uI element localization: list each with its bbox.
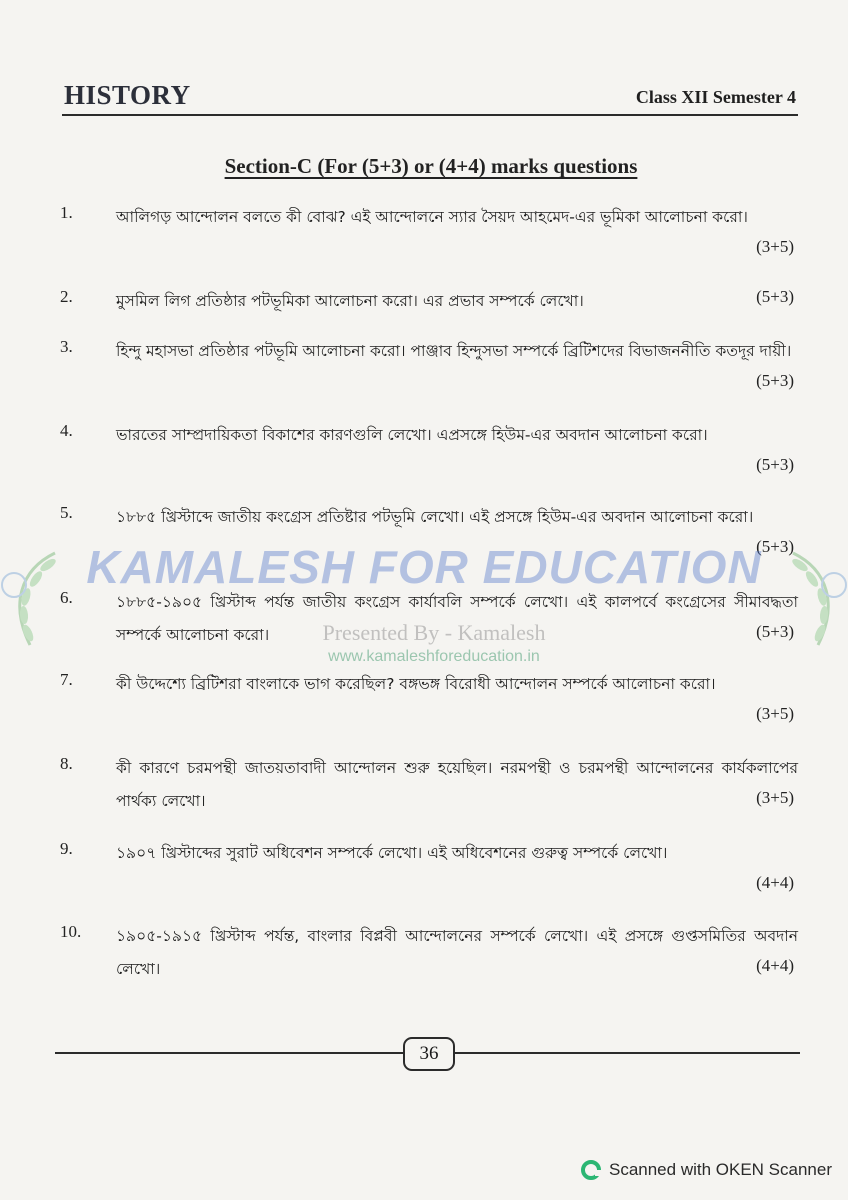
page-header-class-info: Class XII Semester 4 <box>635 87 796 107</box>
question-marks: (3+5) <box>756 237 794 256</box>
question-marks: (3+5) <box>756 704 794 723</box>
question-marks: (4+4) <box>756 956 794 975</box>
watermark-presented-by: Presented By - Kamalesh <box>322 620 546 645</box>
question-text: ১৮৮৫-১৯০৫ খ্রিস্টাব্দ পর্যন্ত জাতীয় কংগ্রেস কার্যাবলি সম্পর্কে লেখো। এই কালপর্বে কংগ্রেসের সীমাবদ্ধতা সম্পর্কে আলোচনা করো। <box>116 593 798 644</box>
question-number: 3. <box>60 337 73 356</box>
question-marks: (5+3) <box>756 287 794 306</box>
section-title <box>0 154 848 179</box>
watermark-url: www.kamaleshforeducation.in <box>328 648 540 665</box>
section-title-text: Section-C (For (5+3) or (4+4) marks questions <box>224 154 638 178</box>
question-marks: (5+3) <box>756 371 794 390</box>
question-text: ১৯০৭ খ্রিস্টাব্দের সুরাট অধিবেশন সম্পর্কে লেখো। এই অধিবেশনের গুরুত্ব সম্পর্কে লেখো। <box>116 844 668 862</box>
watermark-main: KAMALESH FOR EDUCATION <box>86 541 762 593</box>
question-number: 7. <box>60 670 73 689</box>
question-marks: (5+3) <box>756 622 794 641</box>
question-number: 10. <box>60 922 82 941</box>
question-text: হিন্দু মহাসভা প্রতিষ্ঠার পটভূমি আলোচনা করো। পাঞ্জাব হিন্দুসভা সম্পর্কে ব্রিটিশদের বিভাজননীতি কতদূর দায়ী। <box>116 342 792 360</box>
question-number: 5. <box>60 503 73 522</box>
footer-rule-left <box>55 1052 403 1054</box>
question-number: 8. <box>60 754 73 773</box>
question-number: 9. <box>60 839 73 858</box>
footer-rule-right <box>452 1052 800 1054</box>
question-marks: (3+5) <box>756 788 794 807</box>
question-text: ১৯০৫-১৯১৫ খ্রিস্টাব্দ পর্যন্ত, বাংলার বিপ্লবী আন্দোলনের সম্পর্কে লেখো। এই প্রসঙ্গে গুপ্তসমিতির অবদান লেখো। <box>116 927 798 978</box>
question-text: মুসমিল লিগ প্রতিষ্ঠার পটভূমিকা আলোচনা করো। এর প্রভাব সম্পর্কে লেখো। <box>116 292 584 310</box>
question-number: 1. <box>60 203 73 222</box>
scanner-text: Scanned with OKEN Scanner <box>608 1160 832 1179</box>
scanner-logo-icon <box>581 1160 601 1180</box>
question-number: 6. <box>60 588 73 607</box>
question-number: 4. <box>60 421 73 440</box>
question-number: 2. <box>60 287 73 306</box>
header-rule <box>62 114 798 116</box>
question-marks: (4+4) <box>756 873 794 892</box>
watermark-emblem-right-icon <box>778 545 848 655</box>
question-marks: (5+3) <box>756 537 794 556</box>
question-text: আলিগড় আন্দোলন বলতে কী বোঝ? এই আন্দোলনে স্যার সৈয়দ আহমেদ-এর ভূমিকা আলোচনা করো। <box>116 208 748 226</box>
page-header-subject: HISTORY <box>64 80 191 110</box>
scanner-badge <box>581 1160 832 1180</box>
watermark-emblem-left-icon <box>0 545 70 655</box>
question-text: কী উদ্দেশ্যে ব্রিটিশরা বাংলাকে ভাগ করেছিল? বঙ্গভঙ্গ বিরোধী আন্দোলন সম্পর্কে আলোচনা করো। <box>116 675 716 693</box>
question-text: ১৮৮৫ খ্রিস্টাব্দে জাতীয় কংগ্রেস প্রতিষ্টার পটভূমি লেখো। এই প্রসঙ্গে হিউম-এর অবদান আলোচনা করো। <box>116 508 754 526</box>
question-marks: (5+3) <box>756 455 794 474</box>
question-text: ভারতের সাম্প্রদায়িকতা বিকাশের কারণগুলি লেখো। এপ্রসঙ্গে হিউম-এর অবদান আলোচনা করো। <box>116 426 708 444</box>
page-number: 36 <box>403 1037 455 1071</box>
question-text: কী কারণে চরমপন্থী জাতয়তাবাদী আন্দোলন শুরু হয়েছিল। নরমপন্থী ও চরমপন্থী আন্দোলনের কার্যকলাপের পার্থক্য লেখো। <box>116 759 798 810</box>
